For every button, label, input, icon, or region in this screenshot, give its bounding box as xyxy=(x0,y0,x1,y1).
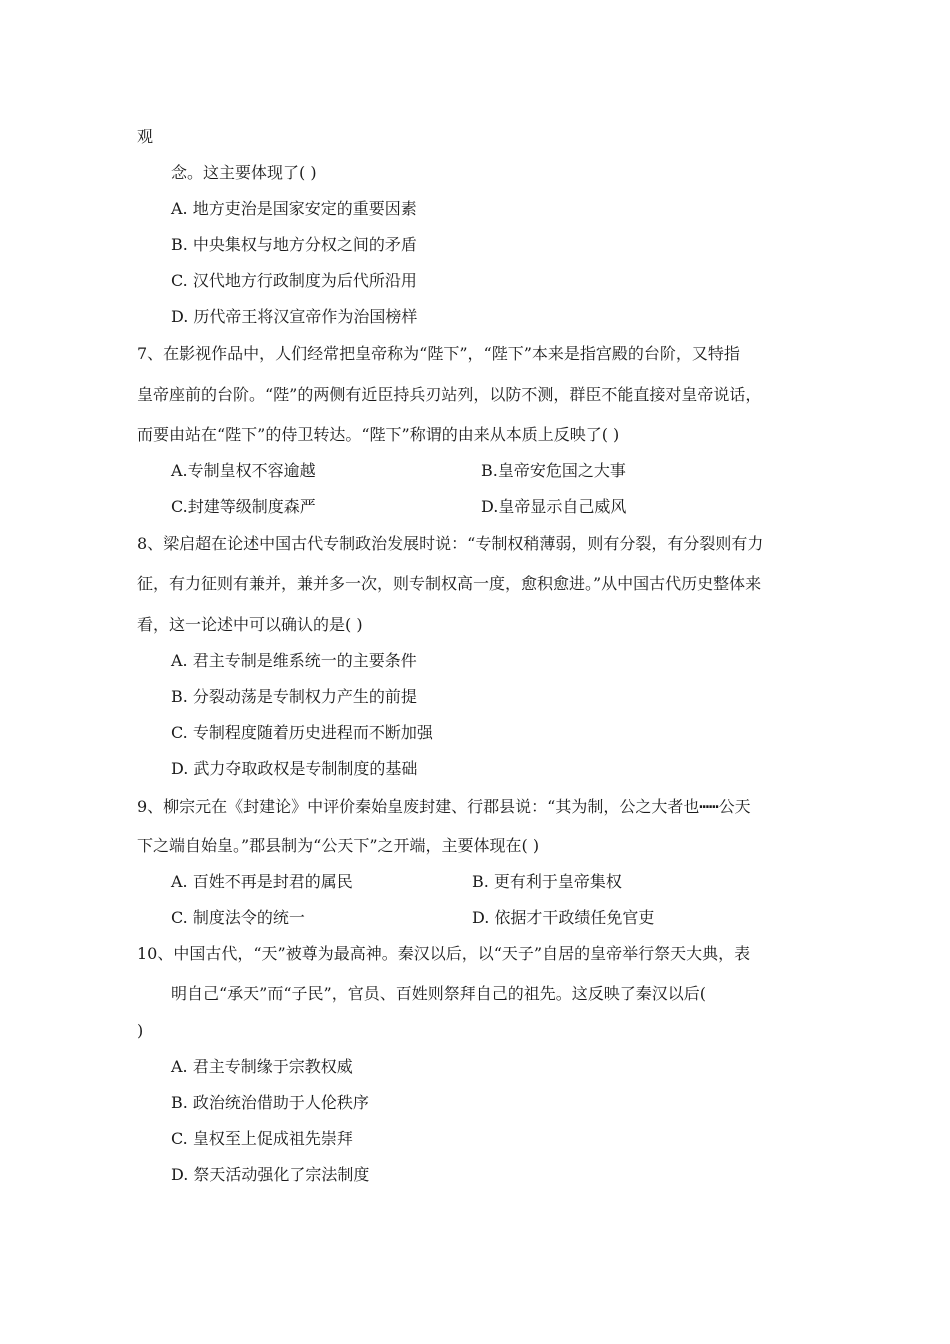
q8-stem-line-3: 看，这一论述中可以确认的是( ) xyxy=(137,615,363,634)
q6-continuation-line-2: 念。这主要体现了( ) xyxy=(171,163,317,182)
q10-stem-line-1: 10、中国古代，“天”被尊为最高神。秦汉以后，以“天子”自居的皇帝举行祭天大典，表 xyxy=(137,944,751,963)
q9-option-b: B. 更有利于皇帝集权 xyxy=(472,872,622,891)
q8-option-a: A. 君主专制是维系统一的主要条件 xyxy=(171,651,417,670)
q9-option-d: D. 依据才干政绩任免官吏 xyxy=(472,908,655,927)
q7-stem-line-1: 7、在影视作品中，人们经常把皇帝称为“陛下”，“陛下”本来是指宫殿的台阶，又特指 xyxy=(137,344,740,363)
q6-option-a: A. 地方吏治是国家安定的重要因素 xyxy=(171,199,417,218)
q10-option-b: B. 政治统治借助于人伦秩序 xyxy=(171,1093,369,1112)
q8-option-c: C. 专制程度随着历史进程而不断加强 xyxy=(171,723,433,742)
q7-stem-line-2: 皇帝座前的台阶。“陛”的两侧有近臣持兵刃站列，以防不测，群臣不能直接对皇帝说话， xyxy=(137,385,762,404)
q7-option-c: C.封建等级制度森严 xyxy=(171,497,316,516)
q7-option-a: A.专制皇权不容逾越 xyxy=(171,461,316,480)
q9-stem-line-2: 下之端自始皇。”郡县制为“公天下”之开端，主要体现在( ) xyxy=(137,836,540,855)
q10-option-d: D. 祭天活动强化了宗法制度 xyxy=(171,1165,370,1184)
q8-option-b: B. 分裂动荡是专制权力产生的前提 xyxy=(171,687,417,706)
q9-option-c: C. 制度法令的统一 xyxy=(171,908,305,927)
q9-option-a: A. 百姓不再是封君的属民 xyxy=(171,872,353,891)
q7-option-d: D.皇帝显示自己威风 xyxy=(481,497,627,516)
q9-stem-line-1: 9、柳宗元在《封建论》中评价秦始皇废封建、行郡县说：“其为制，公之大者也┅┅公天 xyxy=(137,797,751,816)
q7-stem-line-3: 而要由站在“陛下”的侍卫转达。“陛下”称谓的由来从本质上反映了( ) xyxy=(137,425,620,444)
q6-option-c: C. 汉代地方行政制度为后代所沿用 xyxy=(171,271,417,290)
q6-continuation-line-1: 观 xyxy=(137,127,154,146)
q6-option-b: B. 中央集权与地方分权之间的矛盾 xyxy=(171,235,417,254)
q8-stem-line-2: 征，有力征则有兼并，兼并多一次，则专制权高一度，愈积愈进。”从中国古代历史整体来 xyxy=(137,574,762,593)
q10-stem-line-3: ) xyxy=(137,1021,144,1040)
q7-option-b: B.皇帝安危国之大事 xyxy=(481,461,626,480)
q6-option-d: D. 历代帝王将汉宣帝作为治国榜样 xyxy=(171,307,418,326)
q8-option-d: D. 武力夺取政权是专制制度的基础 xyxy=(171,759,418,778)
q10-stem-line-2: 明自己“承天”而“子民”，官员、百姓则祭拜自己的祖先。这反映了秦汉以后( xyxy=(171,984,706,1003)
q8-stem-line-1: 8、梁启超在论述中国古代专制政治发展时说：“专制权稍薄弱，则有分裂，有分裂则有力 xyxy=(137,534,764,553)
q10-option-c: C. 皇权至上促成祖先崇拜 xyxy=(171,1129,353,1148)
q10-option-a: A. 君主专制缘于宗教权威 xyxy=(171,1057,353,1076)
